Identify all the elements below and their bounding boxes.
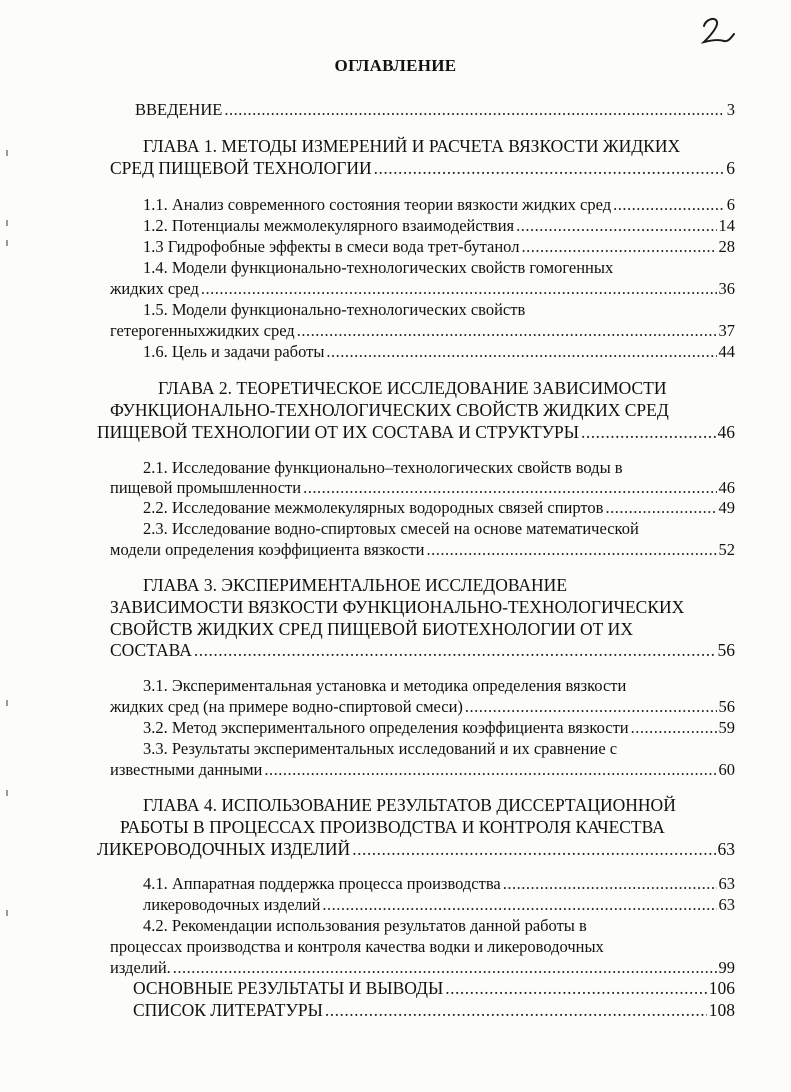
toc-entry: жидких сред ..... 36 bbox=[110, 279, 735, 299]
toc-entry-line: процессах производства и контроля качества водки и ликероводочных bbox=[110, 937, 604, 956]
toc-entry: 3.2. Метод экспериментального определения коэффициента вязкости ..... 59 bbox=[143, 718, 735, 738]
toc-entry: 1.1. Анализ современного состояния теории вязкости жидких сред ..... 6 bbox=[143, 195, 735, 215]
toc-entry: СРЕД ПИЩЕВОЙ ТЕХНОЛОГИИ ..... 6 bbox=[110, 158, 735, 178]
toc-chapter-line: ЗАВИСИМОСТИ ВЯЗКОСТИ ФУНКЦИОНАЛЬНО-ТЕХНОЛОГИЧЕСКИХ bbox=[110, 597, 685, 617]
toc-chapter-line: ГЛАВА 4. ИСПОЛЬЗОВАНИЕ РЕЗУЛЬТАТОВ ДИССЕРТАЦИОННОЙ bbox=[143, 795, 676, 815]
toc-entry: модели определения коэффициента вязкости ..... 52 bbox=[110, 540, 735, 560]
toc-entry: гетерогенныхжидких сред ..... 37 bbox=[110, 321, 735, 341]
toc-entry: СПИСОК ЛИТЕРАТУРЫ ..... 108 bbox=[133, 1000, 735, 1020]
toc-entry: известными данными ..... 60 bbox=[110, 760, 735, 780]
scan-speck bbox=[6, 790, 8, 796]
toc-chapter-line: ГЛАВА 3. ЭКСПЕРИМЕНТАЛЬНОЕ ИССЛЕДОВАНИЕ bbox=[143, 575, 568, 595]
toc-entry: ВВЕДЕНИЕ ..... 3 bbox=[135, 100, 735, 120]
toc-entry: пищевой промышленности ..... 46 bbox=[110, 478, 735, 498]
toc-entry-line: 1.4. Модели функционально-технологических свойств гомогенных bbox=[143, 258, 614, 277]
toc-title: ОГЛАВЛЕНИЕ bbox=[334, 56, 457, 75]
toc-entry-line: 1.5. Модели функционально-технологических свойств bbox=[143, 300, 526, 319]
toc-entry: 1.6. Цель и задачи работы ..... 44 bbox=[143, 342, 735, 362]
toc-entry: ЛИКЕРОВОДОЧНЫХ ИЗДЕЛИЙ ..... 63 bbox=[97, 839, 735, 859]
toc-entry: СОСТАВА ..... 56 bbox=[110, 640, 735, 660]
scan-speck bbox=[6, 150, 8, 156]
toc-entry-line: 3.3. Результаты экспериментальных исследований и их сравнение с bbox=[143, 739, 618, 758]
toc-entry-line: 3.1. Экспериментальная установка и методика определения вязкости bbox=[143, 676, 627, 695]
toc-entry-line: 2.1. Исследование функционально–технологических свойств воды в bbox=[143, 458, 623, 477]
toc-entry: 1.3 Гидрофобные эффекты в смеси вода трет-бутанол ..... 28 bbox=[143, 237, 735, 257]
toc-entry-line: 4.2. Рекомендации использования результатов данной работы в bbox=[143, 916, 587, 935]
toc-entry-line: 2.3. Исследование водно-спиртовых смесей на основе математической bbox=[143, 519, 639, 538]
toc-entry: изделий. ..... 99 bbox=[110, 958, 735, 978]
toc-chapter-line: ГЛАВА 1. МЕТОДЫ ИЗМЕРЕНИЙ И РАСЧЕТА ВЯЗКОСТИ ЖИДКИХ bbox=[143, 136, 681, 156]
toc-entry: ОСНОВНЫЕ РЕЗУЛЬТАТЫ И ВЫВОДЫ ..... 106 bbox=[133, 978, 735, 998]
toc-entry: жидких сред (на примере водно-спиртовой смеси) ..... 56 bbox=[110, 697, 735, 717]
scan-speck bbox=[6, 910, 8, 916]
scan-speck bbox=[6, 240, 8, 246]
handwritten-page-number bbox=[698, 12, 738, 52]
toc-entry: 2.2. Исследование межмолекулярных водородных связей спиртов ..... 49 bbox=[143, 498, 735, 518]
toc-chapter-line: СВОЙСТВ ЖИДКИХ СРЕД ПИЩЕВОЙ БИОТЕХНОЛОГИИ ОТ ИХ bbox=[110, 619, 633, 639]
toc-chapter-line: ФУНКЦИОНАЛЬНО-ТЕХНОЛОГИЧЕСКИХ СВОЙСТВ ЖИДКИХ СРЕД bbox=[110, 400, 669, 420]
toc-entry: ПИЩЕВОЙ ТЕХНОЛОГИИ ОТ ИХ СОСТАВА И СТРУКТУРЫ ..... 46 bbox=[97, 422, 735, 442]
scan-speck bbox=[6, 700, 8, 706]
scan-speck bbox=[6, 220, 8, 226]
toc-chapter-line: РАБОТЫ В ПРОЦЕССАХ ПРОИЗВОДСТВА И КОНТРОЛЯ КАЧЕСТВА bbox=[120, 817, 665, 837]
toc-entry: 1.2. Потенциалы межмолекулярного взаимодействия ..... 14 bbox=[143, 216, 735, 236]
toc-chapter-line: ГЛАВА 2. ТЕОРЕТИЧЕСКОЕ ИССЛЕДОВАНИЕ ЗАВИСИМОСТИ bbox=[158, 378, 667, 398]
toc-entry: ликероводочных изделий ..... 63 bbox=[143, 895, 735, 915]
toc-entry: 4.1. Аппаратная поддержка процесса производства ..... 63 bbox=[143, 874, 735, 894]
